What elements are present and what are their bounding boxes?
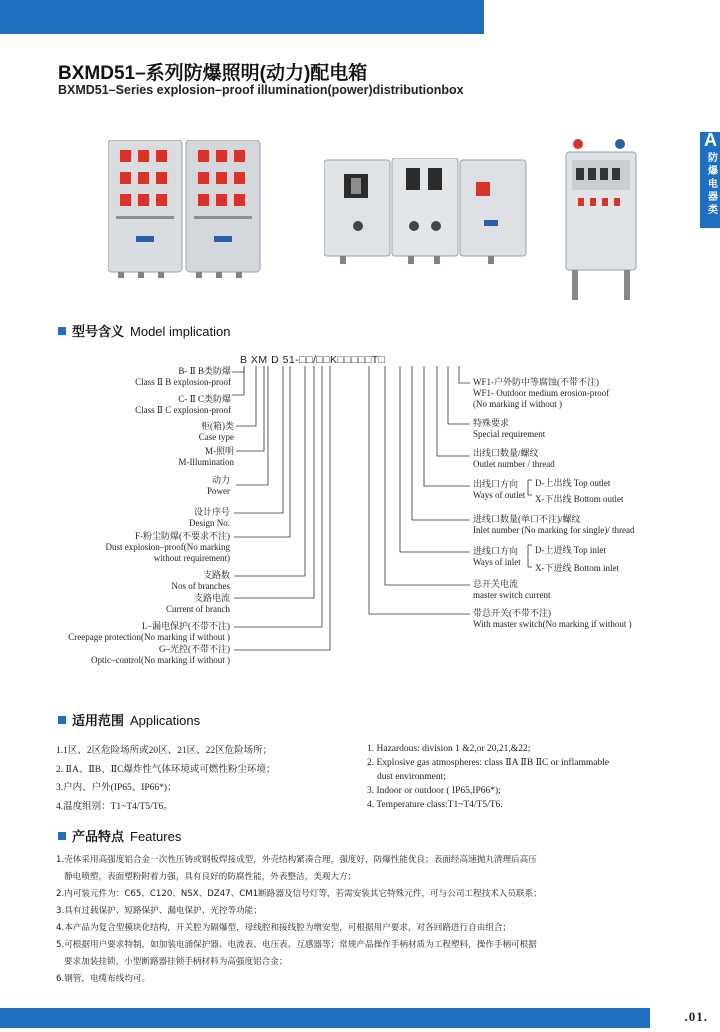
label-class-iib: B- Ⅱ B类防爆 Class Ⅱ B explosion-proof <box>135 366 231 387</box>
label-outlet-ways: 出线口方向 Ways of outlet <box>473 479 526 500</box>
applications-section-heading <box>58 710 200 729</box>
label-case-type: 柜(箱)类 Case type <box>198 421 234 442</box>
label-illumination: M-照明 M-Illumination <box>178 446 234 467</box>
label-branch-count: 支路数 Nos of branches <box>171 570 230 591</box>
applications-list-cn: 1.1区、2区危险场所或20区、21区、22区危险场所； 2. ⅡA、ⅡB、ⅡC爆炸性气体环境或可燃性粉尘环境； 3.户内、户外(IP65、IP66*)； 4.温度组别：T1~T4/T5/T6。 <box>56 746 276 812</box>
section-marker-icon <box>58 832 66 840</box>
features-section-heading <box>58 826 181 845</box>
label-inlet-number: 进线口数量(单口不注)/螺纹 Inlet number (No marking for single)/ thread <box>473 514 635 535</box>
features-list: 1.壳体采用高强度铝合金一次性压铸或钢板焊接成型，外壳结构紧凑合理，强度好，防爆性能优良；表面经高速抛丸清理后高压 静电喷塑，表面塑粉附着力强，具有良好的防腐性能，外表整洁，美观大方； 2.内可装元件为：C65、C120、NSX、DZ47、CM1断路器及信号灯等，若需安装其它特殊元件，可与公司工程技术人员联系； 3.具有过载保护、短路保护、漏电保护、光控等功能； 4.本产品为复合型模块化结构，开关腔为隔爆型，母线腔和接线腔为增安型，可根据用户要求，对各回路进行自由组合； 5.可根据用户要求特制，如加装电涌保护器、电流表、电压表、互感器等；常规产品操作手柄材质为工程塑料，操作手柄可根据 要求加装挂锁，小型断路器挂锁手柄材料为高强度铝合金； 6.钢管，电缆布线均可。 <box>56 855 542 984</box>
section-marker-icon <box>58 716 66 724</box>
applications-heading-cn: 适用范围 <box>72 713 125 728</box>
bottom-accent-bar <box>0 1008 650 1028</box>
features-heading-en: Features <box>130 829 182 844</box>
label-special-requirement: 特殊要求 Special requirement <box>473 418 546 439</box>
label-wf1: WF1-户外防中等腐蚀(不带不注) WF1- Outdoor medium erosion-proof (No marking if without ) <box>473 377 610 409</box>
label-master-switch-current: 总开关电流 master switch current <box>473 579 551 600</box>
label-optic-control: G–光控(不带不注) Optic–control(No marking if without ) <box>91 644 230 665</box>
label-power: 动力 Power <box>207 475 230 496</box>
label-class-iic: C- Ⅱ C类防爆 Class Ⅱ C explosion-proof <box>135 394 231 415</box>
label-inlet-options: D-上进线 Top inlet X-下进线 Bottom inlet <box>535 545 619 573</box>
model-heading-cn: 型号含义 <box>72 324 125 339</box>
label-outlet-number: 出线口数量/螺纹 Outlet number / thread <box>473 448 555 469</box>
applications-list-en: 1. Hazardous: division 1 &2,or 20,21,&22; 2. Explosive gas atmospheres: class ⅡA ⅡB ⅡC or inflammable dust environment; 3. Indoor or outdoor ( IP65,IP66*); 4. Temperature class:T1~T4/T5/T6. <box>367 744 610 810</box>
applications-heading-en: Applications <box>130 713 201 728</box>
label-branch-current: 支路电流 Current of branch <box>166 593 230 614</box>
page-subtitle: BXMD51–Series explosion–proof illumination(power)distributionbox <box>58 83 464 97</box>
page-title: BXMD51–系列防爆照明(动力)配电箱 <box>58 63 368 84</box>
label-inlet-ways: 进线口方向 Ways of inlet <box>473 546 521 567</box>
label-dust-proof: F-粉尘防爆(不要求不注) Dust explosion–proof(No marking without requirement) <box>105 531 230 563</box>
label-design-no: 设计序号 Design No. <box>189 507 230 528</box>
model-heading-en: Model implication <box>130 324 231 339</box>
label-master-switch: 带总开关(不带不注) With master switch(No marking if without ) <box>473 608 632 629</box>
label-outlet-options: D-上出线 Top outlet X-下出线 Bottom outlet <box>535 478 624 504</box>
label-creepage: L–漏电保护(不带不注) Creepage protection(No marking if without ) <box>68 621 230 642</box>
category-label: 防爆电器类 <box>708 153 718 216</box>
category-letter: A <box>704 130 717 150</box>
page-number: .01. <box>684 1009 708 1024</box>
model-code: B XM D 51-□□/□□K□□□□□T□ <box>240 354 386 366</box>
features-heading-cn: 产品特点 <box>72 829 125 844</box>
